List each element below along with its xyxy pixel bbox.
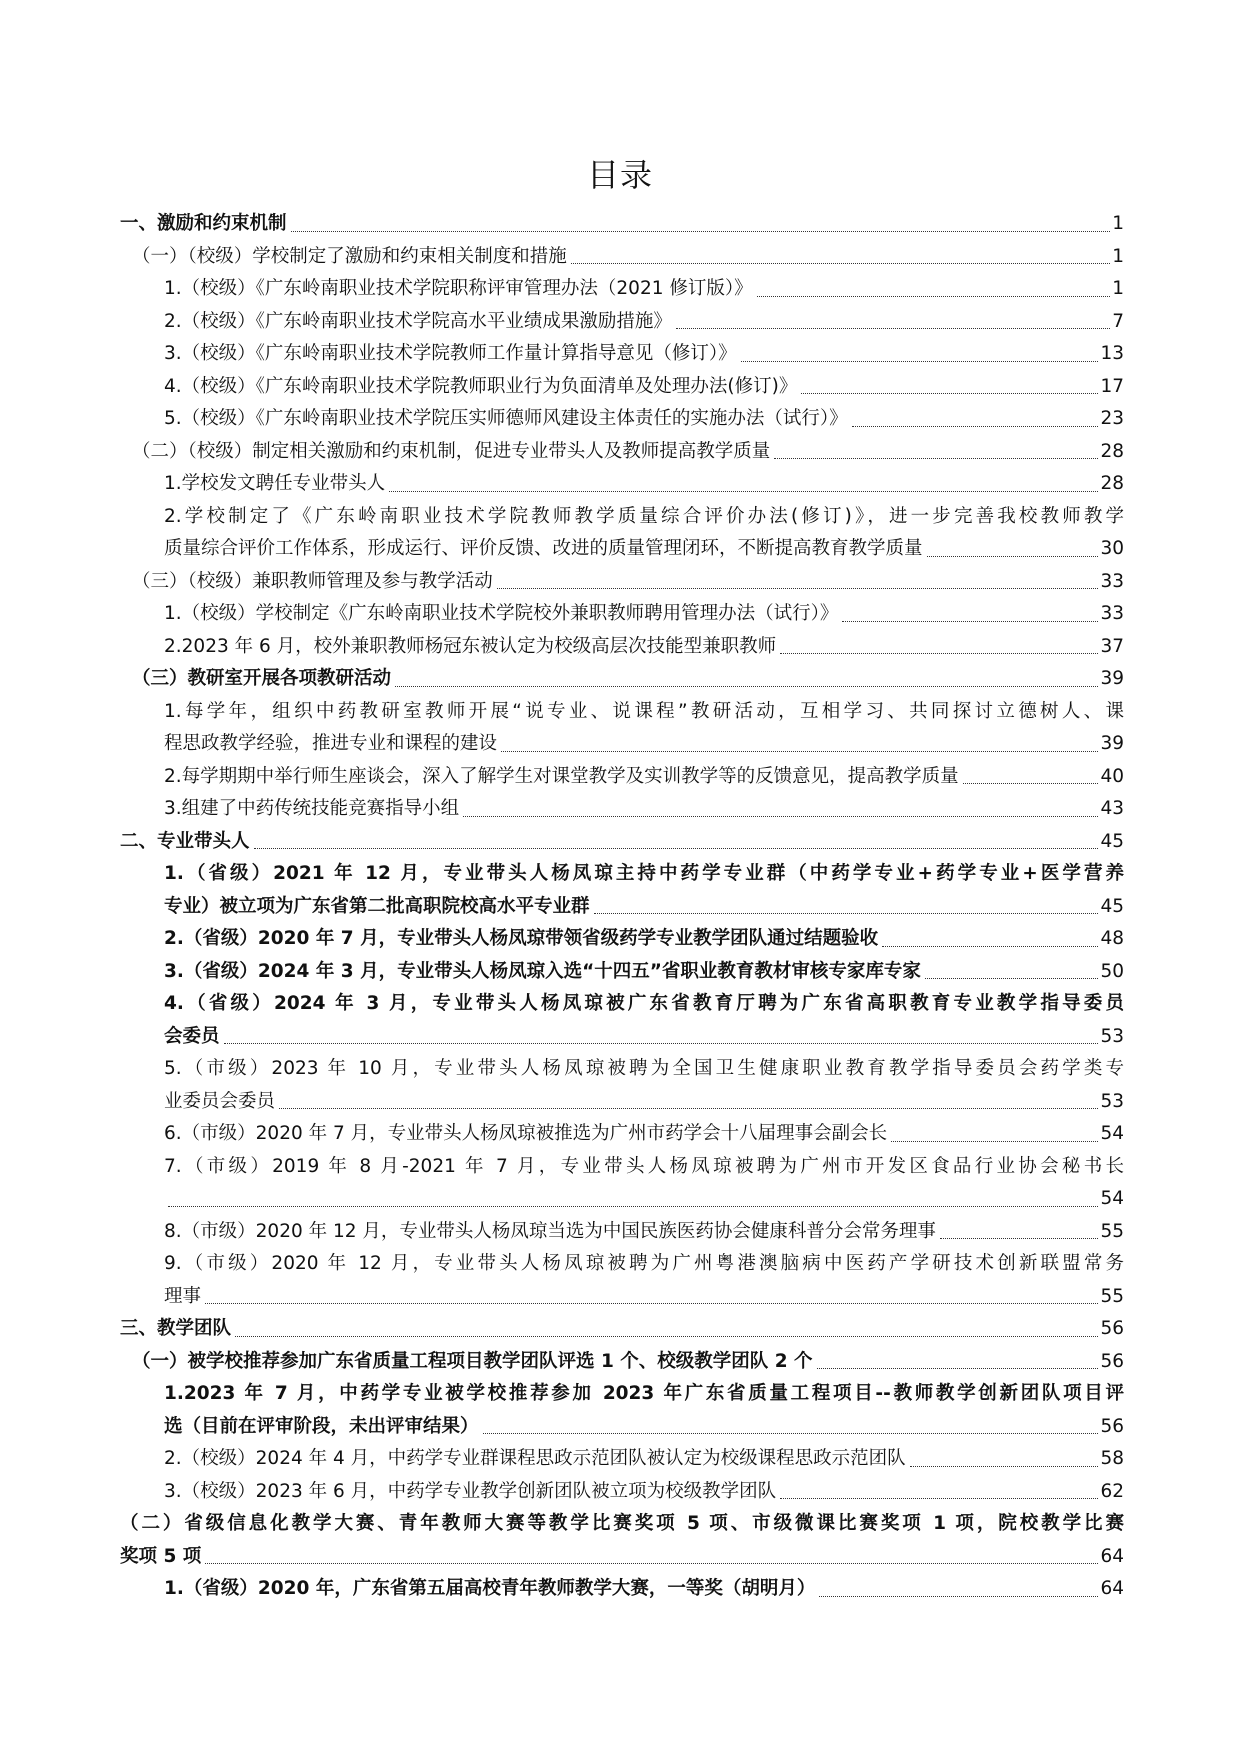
toc-entry-text: （二）（校级）制定相关激励和约束机制，促进专业带头人及教师提高教学质量: [132, 440, 771, 462]
toc-page-number: 58: [1100, 1448, 1124, 1469]
toc-entry-text: 5.（校级）《广东岭南职业技术学院压实师德师风建设主体责任的实施办法（试行）》: [164, 408, 848, 429]
toc-page-number: 1: [1112, 278, 1124, 299]
dot-leader: [910, 1466, 1099, 1467]
toc-entry[interactable]: [120, 988, 1124, 1053]
dot-leader: [963, 783, 1099, 784]
dot-leader: [780, 1498, 1098, 1499]
dot-leader: [594, 913, 1099, 914]
toc-entry[interactable]: [120, 1346, 1124, 1379]
toc-page-number: 39: [1100, 668, 1124, 689]
dot-leader: [891, 1141, 1098, 1142]
dot-leader: [205, 1563, 1098, 1564]
toc-page-number: 56: [1100, 1415, 1124, 1437]
dot-leader: [852, 426, 1099, 427]
toc-entry[interactable]: [120, 1508, 1124, 1573]
toc-entry-text: （一）（校级）学校制定了激励和约束相关制度和措施: [132, 245, 567, 267]
toc-page-number: 45: [1100, 895, 1124, 917]
toc-entry-text: 1.（省级）2020 年，广东省第五届高校青年教师教学大赛，一等奖（胡明月）: [164, 1578, 816, 1599]
toc-entry[interactable]: [120, 338, 1124, 371]
toc-page-number: 33: [1100, 603, 1124, 624]
toc-page-number: 28: [1100, 473, 1124, 494]
toc-entry-text: 三、教学团队: [120, 1318, 232, 1339]
dot-leader: [741, 361, 1099, 362]
dot-leader: [817, 1368, 1099, 1369]
dot-leader: [842, 621, 1098, 622]
page-title: 目录: [586, 156, 653, 194]
toc-entry-text: 专业）被立项为广东省第二批高职院校高水平专业群: [164, 895, 590, 917]
toc-entry[interactable]: [120, 1313, 1124, 1346]
toc-page-number: 7: [1112, 310, 1124, 332]
toc-entry[interactable]: [120, 1573, 1124, 1606]
dot-leader: [501, 751, 1098, 752]
dot-leader: [927, 556, 1099, 557]
toc-page-number: 64: [1100, 1578, 1124, 1599]
toc-page-number: 1: [1112, 213, 1124, 234]
toc-entry[interactable]: [120, 793, 1124, 826]
toc-page-number: 23: [1100, 408, 1124, 429]
dot-leader: [882, 946, 1098, 947]
toc-page-number: 43: [1100, 798, 1124, 819]
toc-entry-text: 6.（市级）2020 年 7 月，专业带头人杨凤琼被推选为广州市药学会十八届理事会副会长: [164, 1123, 888, 1144]
toc-entry-text: 3.（校级）2023 年 6 月，中药学专业教学创新团队被立项为校级教学团队: [164, 1480, 777, 1502]
toc-entry-text: 选（目前在评审阶段，未出评审结果）: [164, 1415, 479, 1437]
toc-entry[interactable]: [120, 1118, 1124, 1151]
toc-page-number: 62: [1100, 1480, 1124, 1502]
dot-leader: [676, 328, 1110, 329]
dot-leader: [205, 1303, 1098, 1304]
toc-page-number: 1: [1112, 245, 1124, 267]
toc-page-number: 37: [1100, 635, 1124, 657]
toc-entry[interactable]: [120, 436, 1124, 469]
toc-entry[interactable]: [120, 1053, 1124, 1118]
toc-entry-text: 会委员: [164, 1025, 220, 1047]
toc-entry-text: 二、专业带头人: [120, 830, 250, 852]
toc-entry-text: 3.（校级）《广东岭南职业技术学院教师工作量计算指导意见（修订）》: [164, 343, 737, 364]
toc-page-number: 30: [1100, 538, 1124, 559]
toc-entry[interactable]: [120, 923, 1124, 956]
dot-leader: [389, 491, 1098, 492]
toc-entry[interactable]: [120, 1378, 1124, 1443]
toc-entry[interactable]: [120, 403, 1124, 436]
toc-page-number: 55: [1100, 1220, 1124, 1242]
toc-page-number: 56: [1100, 1350, 1124, 1372]
toc-entry[interactable]: [120, 858, 1124, 923]
toc-page-number: 40: [1100, 765, 1124, 787]
toc-entry-text: 2.2023 年 6 月，校外兼职教师杨冠东被认定为校级高层次技能型兼职教师: [164, 635, 777, 657]
dot-leader: [395, 686, 1098, 687]
dot-leader: [224, 1043, 1099, 1044]
toc-entry[interactable]: [120, 761, 1124, 794]
toc-entry-text: 1.学校发文聘任专业带头人: [164, 473, 386, 494]
toc-page-number: 56: [1100, 1318, 1124, 1339]
toc-page-number: 33: [1100, 570, 1124, 592]
dot-leader: [780, 653, 1098, 654]
toc-entry-text: 4.（省级）2024 年 3 月，专业带头人杨凤琼被广东省教育厅聘为广东省高职教育专业教学指导委员: [164, 993, 1124, 1014]
toc-entry-text: 2.学校制定了《广东岭南职业技术学院教师教学质量综合评价办法(修订)》，进一步完善我校教师教学: [164, 505, 1124, 527]
toc-entry-text: 程思政教学经验，推进专业和课程的建设: [164, 733, 498, 754]
toc-entry-text: 9.（市级）2020 年 12 月，专业带头人杨凤琼被聘为广州粤港澳脑病中医药产学研技术创新联盟常务: [164, 1253, 1124, 1274]
toc-entry[interactable]: [120, 826, 1124, 859]
toc-page-number: 13: [1100, 343, 1124, 364]
toc-page-number: 48: [1100, 928, 1124, 949]
toc-entry-text: （二）省级信息化教学大赛、青年教师大赛等教学比赛奖项 5 项、市级微课比赛奖项 1 项，院校教学比赛: [120, 1513, 1124, 1534]
toc-entry-text: 1.（校级）《广东岭南职业技术学院职称评审管理办法（2021 修订版）》: [164, 278, 753, 299]
toc-entry-text: 一、激励和约束机制: [120, 213, 287, 234]
dot-leader: [235, 1336, 1098, 1337]
toc-entry[interactable]: [120, 468, 1124, 501]
toc-page-number: 45: [1100, 830, 1124, 852]
toc-entry[interactable]: [120, 306, 1124, 339]
toc-entry[interactable]: [120, 1216, 1124, 1249]
toc-entry-text: （一）被学校推荐参加广东省质量工程项目教学团队评选 1 个、校级教学团队 2 个: [132, 1350, 813, 1372]
dot-leader: [571, 263, 1110, 264]
toc-entry-text: 1.每学年，组织中药教研室教师开展“说专业、说课程”教研活动，互相学习、共同探讨立德树人、课: [164, 700, 1124, 722]
toc-entry-text: 业委员会委员: [164, 1090, 276, 1112]
toc-page-number: 17: [1100, 375, 1124, 397]
toc-entry[interactable]: [120, 663, 1124, 696]
toc-page-number: 55: [1100, 1285, 1124, 1307]
toc-entry[interactable]: [120, 566, 1124, 599]
dot-leader: [463, 816, 1098, 817]
toc-entry-text: 1.（校级）学校制定《广东岭南职业技术学院校外兼职教师聘用管理办法（试行）》: [164, 603, 839, 624]
dot-leader: [801, 393, 1098, 394]
dot-leader: [168, 1206, 1098, 1207]
toc-entry[interactable]: [120, 1476, 1124, 1509]
dot-leader: [757, 296, 1111, 297]
toc-entry[interactable]: [120, 208, 1124, 241]
toc-entry-text: 5.（市级）2023 年 10 月，专业带头人杨凤琼被聘为全国卫生健康职业教育教学指导委员会药学类专: [164, 1058, 1124, 1079]
toc-entry-text: 2.每学期期中举行师生座谈会，深入了解学生对课堂教学及实训教学等的反馈意见，提高教学质量: [164, 765, 959, 787]
toc-entry-text: 奖项 5 项: [120, 1545, 202, 1567]
toc-entry-text: 7.（市级）2019 年 8 月-2021 年 7 月，专业带头人杨凤琼被聘为广州市开发区食品行业协会秘书长: [164, 1155, 1124, 1177]
toc-entry-text: 1.2023 年 7 月，中药学专业被学校推荐参加 2023 年广东省质量工程项目--教师教学创新团队项目评: [164, 1383, 1124, 1404]
dot-leader: [497, 588, 1099, 589]
toc-page-number: 50: [1100, 960, 1124, 982]
toc-entry-text: 理事: [164, 1285, 202, 1307]
toc-entry-text: 质量综合评价工作体系，形成运行、评价反馈、改进的质量管理闭环，不断提高教育教学质量: [164, 538, 923, 559]
dot-leader: [483, 1433, 1099, 1434]
toc-entry[interactable]: [120, 501, 1124, 566]
toc-entry[interactable]: [120, 371, 1124, 404]
toc-entry-text: （三）教研室开展各项教研活动: [132, 668, 392, 689]
dot-leader: [254, 848, 1099, 849]
toc-entry-text: 1.（省级）2021 年 12 月，专业带头人杨凤琼主持中药学专业群（中药学专业+药学专业+医学营养: [164, 863, 1124, 884]
toc-entry[interactable]: [120, 241, 1124, 274]
dot-leader: [940, 1238, 1099, 1239]
toc-entry-text: 2.（校级）《广东岭南职业技术学院高水平业绩成果激励措施》: [164, 310, 672, 332]
toc-page-number: 64: [1100, 1545, 1124, 1567]
toc-entry[interactable]: [120, 1443, 1124, 1476]
toc-entry[interactable]: [120, 598, 1124, 631]
toc-entry[interactable]: [120, 273, 1124, 306]
toc-page-number: 54: [1100, 1123, 1124, 1144]
toc-entry-text: 2.（省级）2020 年 7 月，专业带头人杨凤琼带领省级药学专业教学团队通过结题验收: [164, 928, 879, 949]
dot-leader: [925, 978, 1099, 979]
toc-page-number: 39: [1100, 733, 1124, 754]
toc-entry[interactable]: [120, 696, 1124, 761]
toc-entry-text: 8.（市级）2020 年 12 月，专业带头人杨凤琼当选为中国民族医药协会健康科普分会常务理事: [164, 1220, 936, 1242]
table-of-contents: [120, 208, 1124, 1606]
toc-page-number: 53: [1100, 1025, 1124, 1047]
toc-entry-text: 4.（校级）《广东岭南职业技术学院教师职业行为负面清单及处理办法(修订)》: [164, 375, 798, 397]
toc-entry-text: 2.（校级）2024 年 4 月，中药学专业群课程思政示范团队被认定为校级课程思政示范团队: [164, 1448, 906, 1469]
toc-page-number: 53: [1100, 1090, 1124, 1112]
toc-entry[interactable]: [120, 631, 1124, 664]
toc-page-number: 28: [1100, 440, 1124, 462]
toc-entry-text: 3.组建了中药传统技能竞赛指导小组: [164, 798, 460, 819]
dot-leader: [291, 231, 1111, 232]
toc-entry[interactable]: [120, 1151, 1124, 1216]
toc-entry-text: 3.（省级）2024 年 3 月，专业带头人杨凤琼入选“十四五”省职业教育教材审核专家库专家: [164, 960, 921, 982]
dot-leader: [279, 1108, 1098, 1109]
toc-entry-text: （三）（校级）兼职教师管理及参与教学活动: [132, 570, 493, 592]
toc-entry[interactable]: [120, 1248, 1124, 1313]
toc-entry[interactable]: [120, 956, 1124, 989]
dot-leader: [819, 1596, 1098, 1597]
toc-page-number: 54: [1100, 1188, 1124, 1209]
dot-leader: [774, 458, 1098, 459]
